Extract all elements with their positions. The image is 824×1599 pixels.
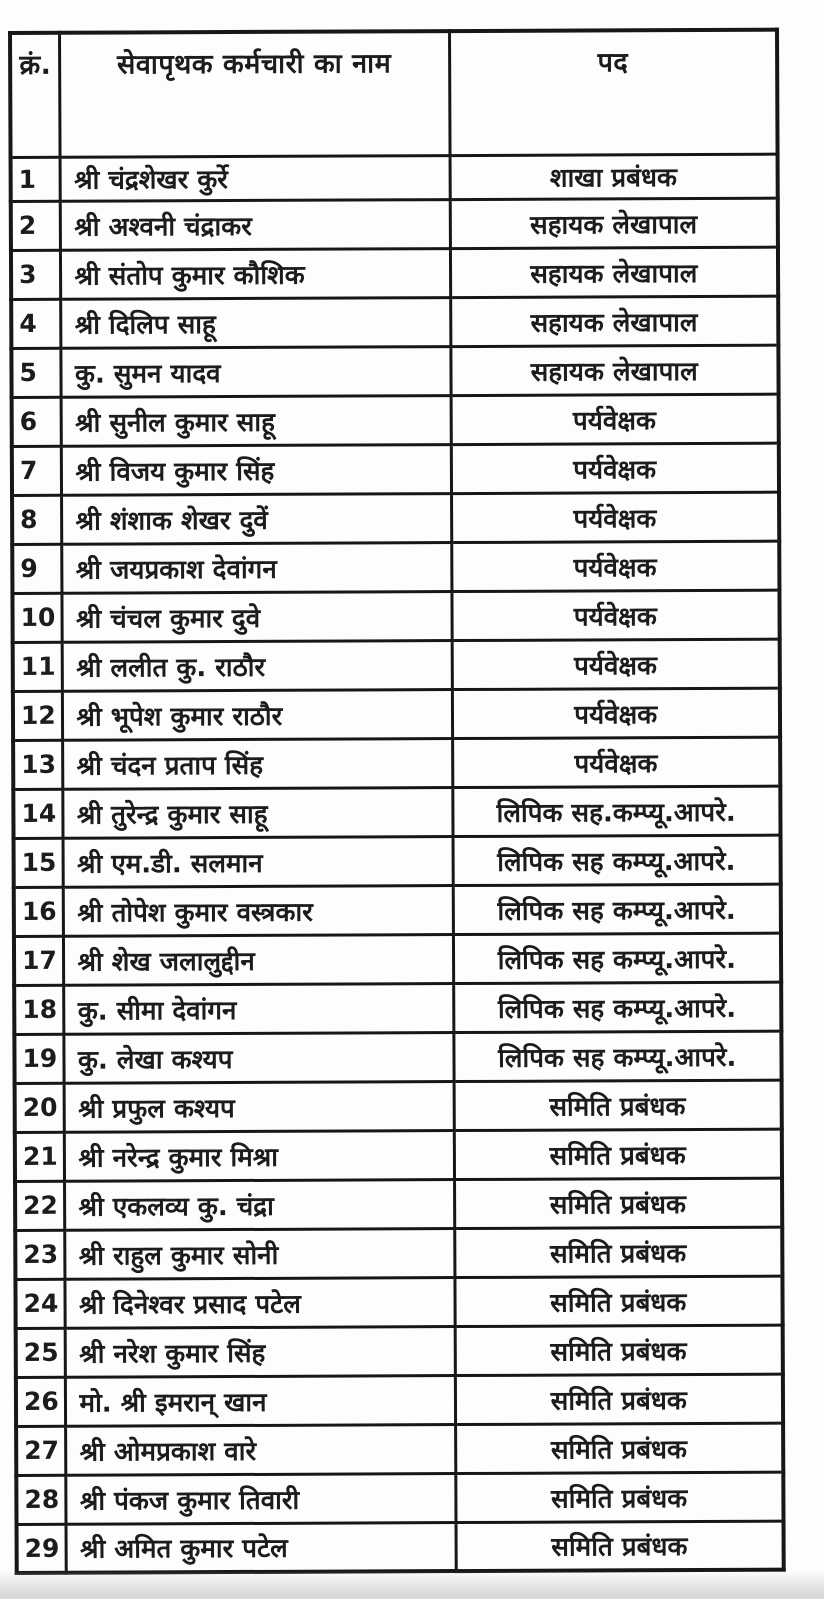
header-post: पद (449, 30, 778, 155)
post-cell: समिति प्रबंधक (454, 1129, 782, 1179)
post-cell: पर्यवेक्षक (451, 492, 779, 542)
serial-cell: 21 (15, 1132, 64, 1181)
serial-cell: 5 (11, 348, 60, 397)
name-cell: श्री ओमप्रकाश वारे (65, 1424, 455, 1475)
serial-cell: 7 (12, 446, 61, 495)
name-cell: श्री चंद्रशेखर कुर्रे (60, 155, 450, 201)
serial-cell: 19 (14, 1034, 63, 1083)
name-cell: श्री अश्वनी चंद्राकर (60, 199, 450, 250)
table-row (11, 296, 778, 348)
post-cell: समिति प्रबंधक (454, 1227, 782, 1277)
serial-cell: 25 (16, 1328, 65, 1377)
employee-roster-table (8, 28, 786, 1575)
serial-cell: 1 (11, 157, 60, 201)
name-cell: श्री दिनेश्वर प्रसाद पटेल (64, 1277, 454, 1328)
table-row (11, 247, 778, 299)
post-cell: लिपिक सह कम्प्यू.आपरे. (453, 982, 781, 1032)
serial-cell: 20 (15, 1083, 64, 1132)
post-cell: पर्यवेक्षक (451, 443, 779, 493)
table-row (13, 786, 780, 838)
post-cell: पर्यवेक्षक (452, 737, 780, 787)
scan-shadow (0, 1571, 824, 1599)
serial-cell: 6 (12, 397, 61, 446)
table-row (11, 154, 778, 201)
table-row (13, 639, 780, 691)
table-row (16, 1472, 783, 1524)
name-cell: श्री विजय कुमार सिंह (61, 444, 451, 495)
table-row (14, 933, 781, 985)
table-row (12, 590, 779, 642)
table-row (14, 884, 781, 936)
table-row (15, 1178, 782, 1230)
table-row (11, 345, 778, 397)
serial-cell: 18 (14, 985, 63, 1034)
post-cell: समिति प्रबंधक (455, 1472, 783, 1522)
post-cell: समिति प्रबंधक (455, 1374, 783, 1424)
post-cell: पर्यवेक्षक (451, 590, 779, 640)
post-cell: लिपिक सह कम्प्यू.आपरे. (453, 933, 781, 983)
serial-cell: 28 (16, 1475, 65, 1524)
serial-cell: 27 (16, 1426, 65, 1475)
serial-cell: 24 (15, 1279, 64, 1328)
name-cell: श्री प्रफुल कश्यप (64, 1081, 454, 1132)
serial-cell: 26 (16, 1377, 65, 1426)
serial-cell: 29 (17, 1524, 66, 1573)
name-cell: श्री तुरेन्द्र कुमार साहू (62, 787, 452, 838)
name-cell: कु. लेखा कश्यप (63, 1032, 453, 1083)
header-serial: क्रं. (10, 33, 60, 157)
table-row (16, 1325, 783, 1377)
name-cell: मो. श्री इमरान् खान (65, 1375, 455, 1426)
name-cell: श्री एकलव्य कु. चंद्रा (64, 1179, 454, 1230)
name-cell: श्री शेख जलालुद्दीन (63, 934, 453, 985)
post-cell: समिति प्रबंधक (454, 1276, 782, 1326)
table-row (13, 688, 780, 740)
name-cell: श्री जयप्रकाश देवांगन (61, 542, 451, 593)
table-row (11, 198, 778, 250)
name-cell: श्री चंचल कुमार दुवे (61, 591, 451, 642)
header-row (10, 30, 778, 157)
post-cell: पर्यवेक्षक (451, 394, 779, 444)
post-cell: सहायक लेखापाल (450, 345, 778, 395)
table-row (15, 1227, 782, 1279)
post-cell: पर्यवेक्षक (452, 639, 780, 689)
post-cell: पर्यवेक्षक (451, 541, 779, 591)
name-cell: श्री भूपेश कुमार राठौर (62, 689, 452, 740)
table-row (16, 1423, 783, 1475)
table-header (10, 30, 778, 157)
table-row (12, 541, 779, 593)
table-row (14, 1031, 781, 1083)
table-row (14, 835, 781, 887)
post-cell: लिपिक सह कम्प्यू.आपरे. (453, 1031, 781, 1081)
post-cell: पर्यवेक्षक (452, 688, 780, 738)
name-cell: श्री अमित कुमार पटेल (66, 1522, 456, 1573)
serial-cell: 9 (12, 544, 61, 593)
post-cell: सहायक लेखापाल (450, 296, 778, 346)
serial-cell: 12 (13, 691, 62, 740)
serial-cell: 16 (14, 887, 63, 936)
name-cell: श्री दिलिप साहू (60, 297, 450, 348)
name-cell: श्री तोपेश कुमार वस्त्रकार (63, 885, 453, 936)
post-cell: शाखा प्रबंधक (450, 154, 778, 199)
serial-cell: 4 (11, 299, 60, 348)
serial-cell: 8 (12, 495, 61, 544)
post-cell: लिपिक सह कम्प्यू.आपरे. (453, 884, 781, 934)
serial-cell: 14 (13, 789, 62, 838)
name-cell: श्री ललीत कु. राठौर (62, 640, 452, 691)
serial-cell: 11 (13, 642, 62, 691)
serial-cell: 22 (15, 1181, 64, 1230)
table-row (12, 443, 779, 495)
table-row (17, 1521, 784, 1573)
header-name: सेवापृथक कर्मचारी का नाम (59, 31, 450, 157)
table-row (15, 1276, 782, 1328)
name-cell: श्री पंकज कुमार तिवारी (65, 1473, 455, 1524)
table-row (15, 1080, 782, 1132)
post-cell: लिपिक सह.कम्प्यू.आपरे. (452, 786, 780, 836)
serial-cell: 3 (11, 250, 60, 299)
serial-cell: 2 (11, 201, 60, 250)
table-row (12, 394, 779, 446)
table-row (12, 492, 779, 544)
name-cell: श्री एम.डी. सलमान (63, 836, 453, 887)
name-cell: श्री चंदन प्रताप सिंह (62, 738, 452, 789)
name-cell: श्री नरेश कुमार सिंह (65, 1326, 455, 1377)
table-body (11, 154, 784, 1573)
post-cell: समिति प्रबंधक (455, 1423, 783, 1473)
post-cell: समिति प्रबंधक (454, 1178, 782, 1228)
post-cell: समिति प्रबंधक (454, 1080, 782, 1130)
post-cell: सहायक लेखापाल (450, 198, 778, 248)
name-cell: श्री संतोप कुमार कौशिक (60, 248, 450, 299)
name-cell: श्री नरेन्द्र कुमार मिश्रा (64, 1130, 454, 1181)
table-row (16, 1374, 783, 1426)
serial-cell: 13 (13, 740, 62, 789)
table-row (15, 1129, 782, 1181)
serial-cell: 10 (12, 593, 61, 642)
serial-cell: 17 (14, 936, 63, 985)
serial-cell: 23 (15, 1230, 64, 1279)
post-cell: समिति प्रबंधक (456, 1521, 784, 1571)
post-cell: समिति प्रबंधक (455, 1325, 783, 1375)
name-cell: श्री शंशाक शेखर दुवें (61, 493, 451, 544)
name-cell: कु. सीमा देवांगन (63, 983, 453, 1034)
name-cell: श्री सुनील कुमार साहू (61, 395, 451, 446)
name-cell: श्री राहुल कुमार सोनी (64, 1228, 454, 1279)
table-row (13, 737, 780, 789)
serial-cell: 15 (14, 838, 63, 887)
table-row (14, 982, 781, 1034)
name-cell: कु. सुमन यादव (60, 346, 450, 397)
post-cell: लिपिक सह कम्प्यू.आपरे. (453, 835, 781, 885)
post-cell: सहायक लेखापाल (450, 247, 778, 297)
